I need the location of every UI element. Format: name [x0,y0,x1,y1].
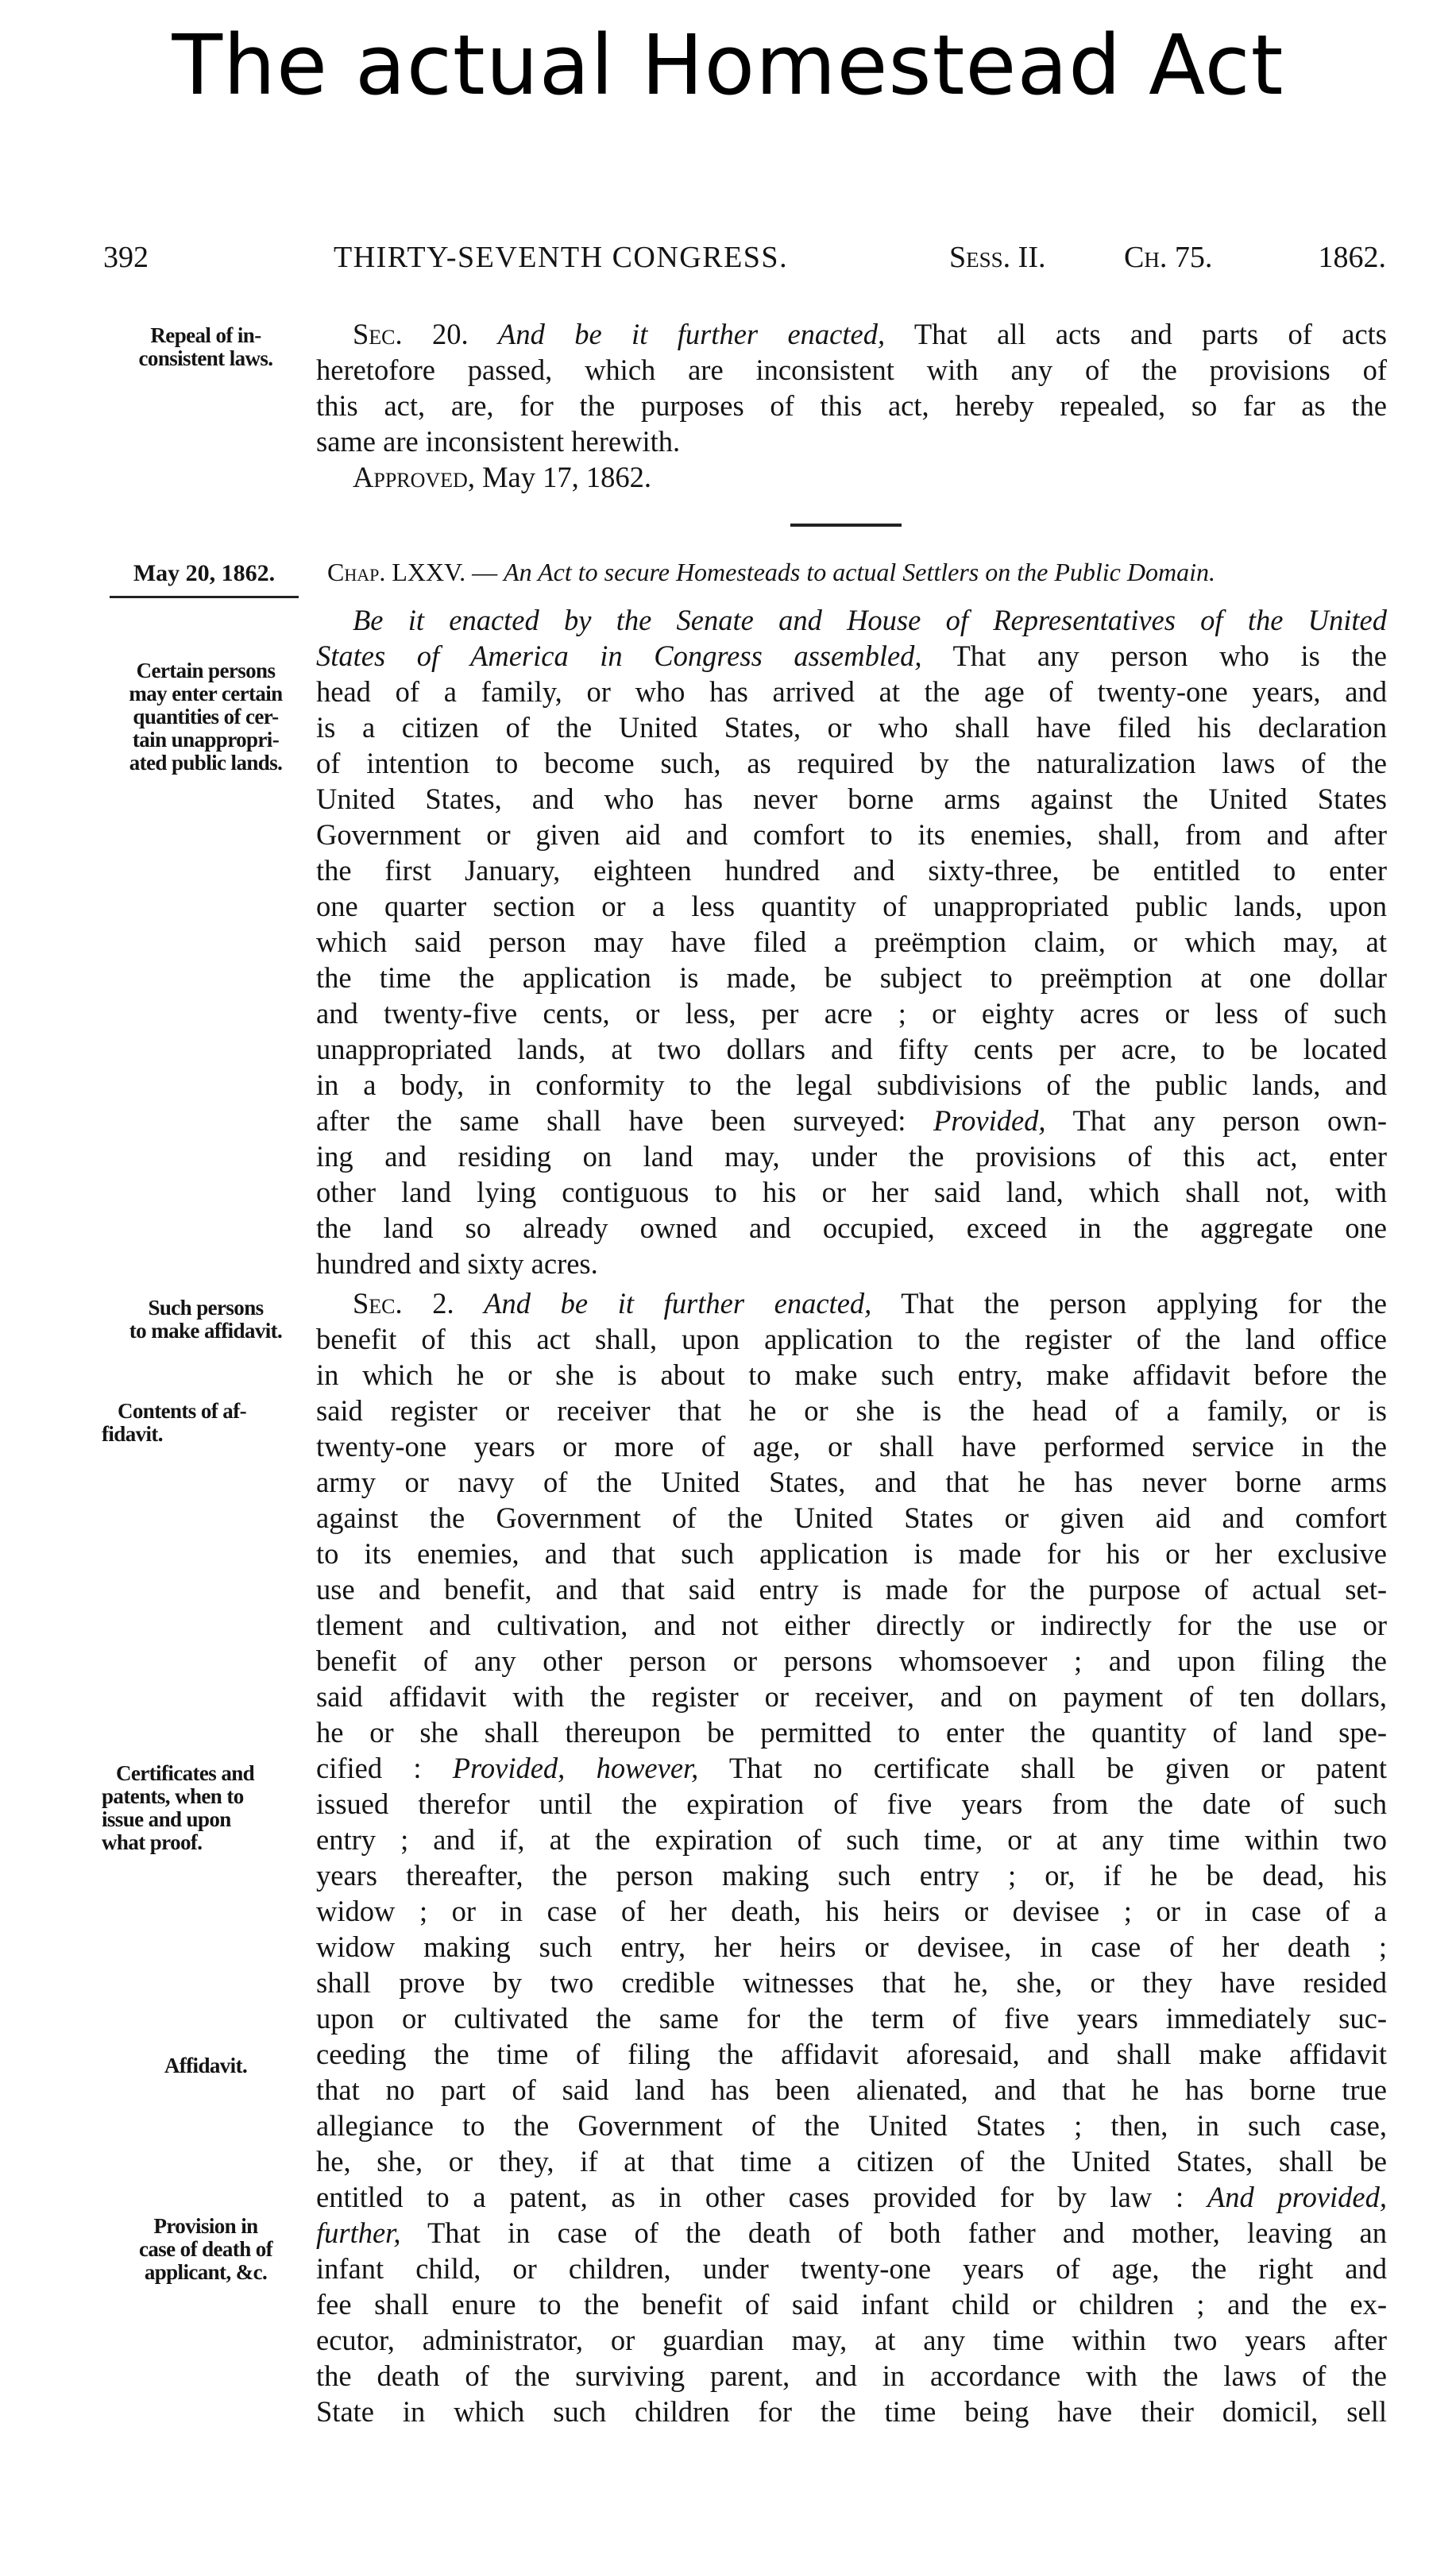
enacting-clause: Be it enacted by the Senate and House of Representatives of the United [353,604,1387,636]
margin-note-line: tain unappropri- [132,728,280,752]
text-line: the land so already owned and occupied, exceed in the aggregate one [316,1212,1387,1244]
congress-title: THIRTY-SEVENTH CONGRESS. [334,241,789,274]
margin-note-line: Repeal of in- [150,323,261,347]
chapter-title: An Act to secure Homesteads to actual Settlers on the Public Domain. [504,558,1215,586]
text-span: after the same shall have been surveyed: [316,1104,906,1137]
slide-title: The actual Homestead Act [172,17,1284,114]
text-line: is a citizen of the United States, or who shall have filed his declaration [316,711,1387,744]
running-head [103,237,1386,278]
text-line: ecutor, administrator, or guardian may, at any time within two years after [316,2324,1387,2356]
proviso-word: Provided, [933,1104,1046,1137]
text-line: That all acts and parts of acts [913,318,1387,350]
year-label: 1862. [1318,241,1386,274]
text-line [316,1750,1387,1786]
text-line: entry ; and if, at the expiration of such time, or at any time within two [316,1823,1387,1856]
chapter-label: Ch. 75. [1124,241,1213,274]
text-line: allegiance to the Government of the United States ; then, in such case, [316,2109,1387,2142]
margin-note-line: patents, when to [102,1784,244,1808]
text-line: United States, and who has never borne arms against the United States [316,783,1387,815]
text-line: issued therefor until the expiration of five years from the date of such [316,1787,1387,1820]
approval-line [316,459,1387,495]
section-20 [316,316,1387,495]
text-line: to its enemies, and that such application is made for his or her exclusive [316,1537,1387,1570]
text-line: unappropriated lands, at two dollars and fifty cents per acre, to be located [316,1033,1387,1065]
text-line: twenty-one years or more of age, or shall have performed service in the [316,1430,1387,1463]
text-line: upon or cultivated the same for the term of five years immediately suc- [316,2002,1387,2035]
margin-note-line: Affidavit. [164,2054,248,2077]
text-span: That any person own- [1072,1104,1388,1137]
text-line: ceeding the time of filing the affidavit aforesaid, and shall make affidavit [316,2038,1387,2070]
text-line: said affidavit with the register or receiver, and on payment of ten dollars, [316,1680,1387,1713]
proviso-word: And provided, [1207,2181,1388,2213]
margin-note-line: Contents of af- [118,1399,246,1423]
margin-note-line: Certain persons [136,659,276,682]
text-line: ing and residing on land may, under the provisions of this act, enter [316,1140,1387,1173]
text-line: the time the application is made, be subject to preëmption at one dollar [316,961,1387,994]
text-line: widow ; or in case of her death, his heirs or devisee ; or in case of a [316,1895,1387,1927]
text-line [316,2179,1387,2215]
margin-note-line: may enter certain [129,682,283,705]
margin-note-line: fidavit. [102,1422,163,1446]
text-line [316,1285,1387,1321]
margin-note-line: Provision in [153,2214,258,2238]
text-line: head of a family, or who has arrived at the age of twenty-one years, and [316,675,1387,708]
text-line: infant child, or children, under twenty-one years of age, the right and [316,2252,1387,2285]
margin-note-line: Such persons [148,1296,264,1320]
text-line: use and benefit, and that said entry is made for the purpose of actual set- [316,1573,1387,1606]
margin-note-affidavit [102,2054,310,2077]
text-line: Government or given aid and comfort to its enemies, shall, from and after [316,818,1387,851]
approved-date: May 17, 1862. [482,461,651,493]
margin-note-provision-death [102,2215,310,2284]
text-line: army or navy of the United States, and that he has never borne arms [316,1466,1387,1498]
text-line: widow making such entry, her heirs or devisee, in case of her death ; [316,1930,1387,1963]
section-label: Sec. 20. [353,318,469,350]
text-line: shall prove by two credible witnesses that he, she, or they have resided [316,1966,1387,1999]
text-span: That no certificate shall be given or patent [728,1752,1388,1784]
text-line [316,2215,1387,2251]
text-span: That any person who is the [952,640,1388,672]
enacting-phrase: And be it further enacted, [484,1287,872,1320]
margin-note-certificates [102,1762,310,1854]
text-line: said register or receiver that he or she is the head of a family, or is [316,1394,1387,1427]
text-line: State in which such children for the time being have their domicil, sell [316,2395,1387,2428]
text-line: he or she shall thereupon be permitted to enter the quantity of land spe- [316,1716,1387,1749]
margin-note-line: to make affidavit. [129,1319,283,1343]
margin-note-line: consistent laws. [138,346,273,370]
text-span: That in case of the death of both father and mother, leaving an [427,2216,1387,2249]
section-2 [316,1285,1387,2429]
text-line: the first January, eighteen hundred and sixty-three, be entitled to enter [316,854,1387,887]
section-divider [790,524,902,527]
margin-note-line: ated public lands. [129,751,283,775]
section-1 [316,602,1387,1281]
text-line: that no part of said land has been alienated, and that he has borne true [316,2073,1387,2106]
page-number: 392 [103,241,149,274]
text-line: same are inconsistent herewith. [316,425,681,458]
text-line: hundred and sixty acres. [316,1247,598,1280]
margin-note-contents-of-affidavit [102,1400,326,1446]
text-line: against the Government of the United States or given aid and comfort [316,1501,1387,1534]
margin-note-line: case of death of [138,2237,273,2261]
margin-note-repeal [102,324,310,370]
text-line [316,638,1387,674]
text-line [316,1103,1387,1138]
margin-note-line: what proof. [102,1830,203,1854]
text-line: other land lying contiguous to his or her said land, which shall not, with [316,1176,1387,1208]
text-line: he, she, or they, if at that time a citizen of the United States, shall be [316,2145,1387,2178]
chapter-date: May 20, 1862. [110,558,299,598]
text-line: benefit of any other person or persons whomsoever ; and upon filing the [316,1644,1387,1677]
section-label: Sec. 2. [353,1287,454,1320]
proviso-word: Provided, however, [452,1752,699,1784]
text-span: entitled to a patent, as in other cases provided for by law : [316,2181,1184,2213]
margin-note-line: Certificates and [116,1761,255,1785]
chapter-heading [327,555,1387,589]
margin-note-line: quantities of cer- [133,705,279,728]
session-label: Sess. II. [949,241,1046,274]
margin-note-such-persons [102,1297,310,1343]
proviso-word: further, [316,2216,401,2249]
text-line: and twenty-five cents, or less, per acre ; or eighty acres or less of such [316,997,1387,1030]
text-line: which said person may have filed a preëmption claim, or which may, at [316,926,1387,958]
approved-label: Approved, [353,461,475,493]
text-span: That the person applying for the [901,1287,1388,1320]
text-line: in a body, in conformity to the legal subdivisions of the public lands, and [316,1069,1387,1101]
text-span: cified : [316,1752,422,1784]
enacting-phrase: And be it further enacted, [498,318,886,350]
text-line: the death of the surviving parent, and in accordance with the laws of the [316,2359,1387,2392]
margin-note-line: issue and upon [102,1807,231,1831]
text-line: years thereafter, the person making such entry ; or, if he be dead, his [316,1859,1387,1892]
text-line: heretofore passed, which are inconsistent with any of the provisions of [316,354,1387,386]
margin-note-certain-persons [102,659,310,775]
margin-note-line: applicant, &c. [144,2260,268,2284]
text-line: this act, are, for the purposes of this act, hereby repealed, so far as the [316,389,1387,422]
text-line: fee shall enure to the benefit of said infant child or children ; and the ex- [316,2288,1387,2321]
text-line: in which he or she is about to make such entry, make affidavit before the [316,1358,1387,1391]
text-line: benefit of this act shall, upon application to the register of the land office [316,1323,1387,1355]
text-line: one quarter section or a less quantity of unappropriated public lands, upon [316,890,1387,922]
text-line: tlement and cultivation, and not either directly or indirectly for the use or [316,1609,1387,1641]
chapter-number: Chap. LXXV. — [327,558,498,586]
enacting-clause: States of America in Congress assembled, [316,640,922,672]
text-line: of intention to become such, as required by the naturalization laws of the [316,747,1387,779]
